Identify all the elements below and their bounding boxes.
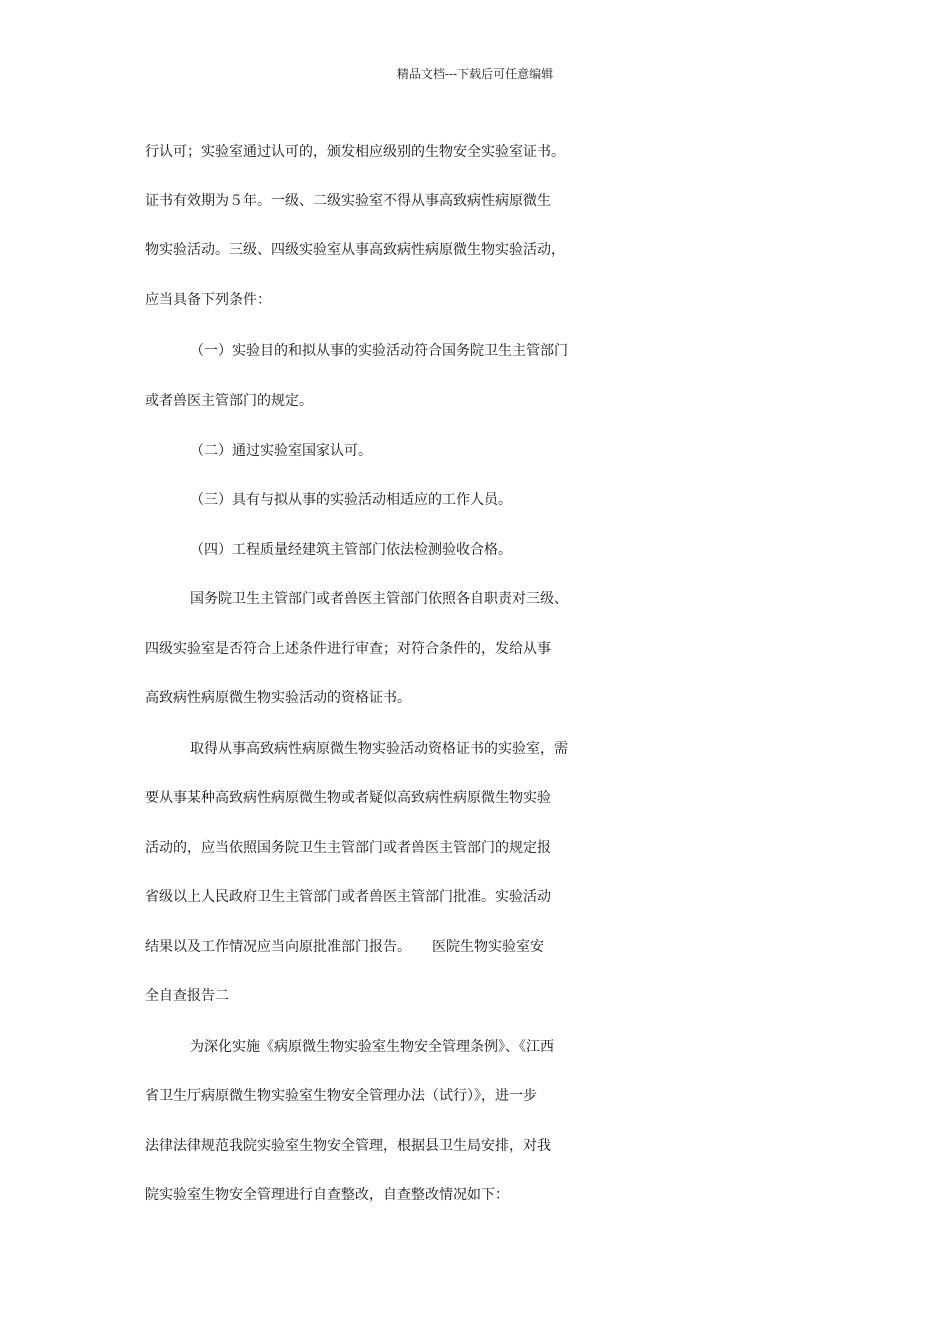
body-text-line: 应当具备下列条件： — [145, 292, 271, 308]
body-text-line: 四级实验室是否符合上述条件进行审查；对符合条件的，发给从事 — [145, 641, 551, 657]
body-text-line: 物实验活动。三级、四级实验室从事高致病性病原微生物实验活动， — [145, 242, 565, 258]
body-text-line: 法律法律规范我院实验室生物安全管理，根据县卫生局安排，对我 — [145, 1138, 551, 1154]
body-text-line: 为深化实施《病原微生物实验室生物安全管理条例》、《江西 — [190, 1039, 554, 1055]
body-text-line: 结果以及工作情况应当向原批准部门报告。 医院生物实验室安 — [145, 939, 544, 955]
page-header: 精品文档---下载后可任意编辑 — [396, 67, 554, 81]
body-text-line: 或者兽医主管部门的规定。 — [145, 393, 313, 409]
section-title: 全自查报告二 — [145, 988, 229, 1004]
body-text-line: 省级以上人民政府卫生主管部门或者兽医主管部门批准。实验活动 — [145, 889, 551, 905]
body-text-line: 国务院卫生主管部门或者兽医主管部门依照各自职责对三级、 — [190, 591, 568, 607]
list-item-text: （四）工程质量经建筑主管部门依法检测验收合格。 — [190, 542, 512, 558]
list-item-text: （一）实验目的和拟从事的实验活动符合国务院卫生主管部门 — [190, 343, 568, 359]
body-text-line: 高致病性病原微生物实验活动的资格证书。 — [145, 690, 411, 706]
body-text-line: 取得从事高致病性病原微生物实验活动资格证书的实验室，需 — [190, 741, 568, 757]
body-text-line: 行认可；实验室通过认可的，颁发相应级别的生物安全实验室证书。 — [145, 144, 565, 160]
body-text-line: 省卫生厅病原微生物实验室生物安全管理办法（试行）》，进一步 — [145, 1088, 537, 1104]
list-item-text: （三）具有与拟从事的实验活动相适应的工作人员。 — [190, 492, 512, 508]
body-text-line: 证书有效期为５年。一级、二级实验室不得从事高致病性病原微生 — [145, 193, 551, 209]
body-text-line: 要从事某种高致病性病原微生物或者疑似高致病性病原微生物实验 — [145, 790, 551, 806]
list-item-text: （二）通过实验室国家认可。 — [190, 443, 372, 459]
body-text-line: 院实验室生物安全管理进行自查整改，自查整改情况如下： — [145, 1187, 509, 1203]
body-text-line: 活动的，应当依照国务院卫生主管部门或者兽医主管部门的规定报 — [145, 840, 551, 856]
